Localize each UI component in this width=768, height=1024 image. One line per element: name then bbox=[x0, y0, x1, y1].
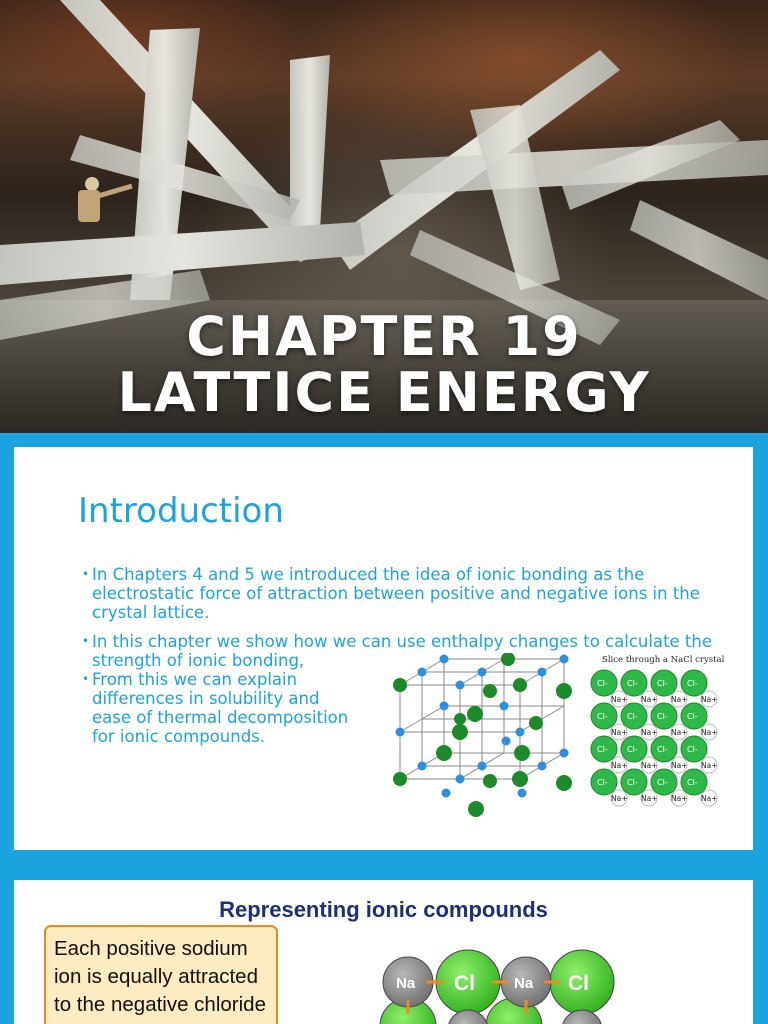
sodium-ion-label: Na+ bbox=[611, 728, 628, 737]
sodium-ion-label: Na+ bbox=[641, 695, 658, 704]
chapter-title: CHAPTER 19 bbox=[186, 305, 582, 368]
sodium-ion-label: Na+ bbox=[671, 794, 688, 803]
sodium-ion-label: Na+ bbox=[641, 794, 658, 803]
bullet-point bbox=[82, 565, 712, 622]
representing-ionic-compounds-slide bbox=[14, 880, 753, 1024]
chloride-ion-label: Cl- bbox=[657, 679, 668, 688]
introduction-slide bbox=[14, 447, 753, 850]
callout-text: Each positive sodium ion is equally attracted to the negative chloride bbox=[54, 937, 266, 1016]
nacl-lattice-diagram bbox=[386, 653, 576, 823]
chloride-ion-label: Cl- bbox=[687, 712, 698, 721]
sodium-ion-label: Na+ bbox=[611, 794, 628, 803]
chloride-ion-label: Cl- bbox=[627, 745, 638, 754]
chloride-ion-label: Cl- bbox=[687, 778, 698, 787]
sodium-ion-label: Na+ bbox=[671, 695, 688, 704]
sodium-ion-label: Na+ bbox=[701, 728, 718, 737]
explorer-figure bbox=[78, 177, 132, 222]
chloride-ion-label: Cl- bbox=[627, 778, 638, 787]
chloride-ion-label: Cl- bbox=[597, 778, 608, 787]
chapter-subtitle: LATTICE ENERGY bbox=[117, 361, 651, 424]
bullet-text: From this we can explain differences in solubility and ease of thermal decomposition for ionic compounds. bbox=[92, 670, 349, 746]
chloride-ion-label: Cl- bbox=[657, 778, 668, 787]
slice-caption: Slice through a NaCl crystal bbox=[602, 655, 725, 665]
sodium-ion-label: Na+ bbox=[641, 728, 658, 737]
slide-heading: Representing ionic compounds bbox=[219, 897, 548, 922]
sodium-ion-label: Na+ bbox=[611, 695, 628, 704]
sodium-ion-label: Na+ bbox=[701, 794, 718, 803]
sodium-ion-label: Na+ bbox=[671, 728, 688, 737]
sodium-ion-label: Na+ bbox=[701, 761, 718, 770]
sodium-ion-label: Na+ bbox=[641, 761, 658, 770]
sodium-ion-label: Na+ bbox=[611, 761, 628, 770]
bullet-icon: • bbox=[82, 567, 90, 581]
chloride-ion-label: Cl- bbox=[657, 745, 668, 754]
slide-heading: Introduction bbox=[78, 491, 284, 531]
sodium-ion-label: Na+ bbox=[701, 695, 718, 704]
chloride-ion-label: Cl- bbox=[627, 712, 638, 721]
chloride-ion-label: Cl bbox=[454, 972, 475, 995]
chloride-ion-label: Cl- bbox=[687, 679, 698, 688]
chloride-ion-label: Cl- bbox=[597, 712, 608, 721]
sodium-ion-label: Na bbox=[514, 975, 534, 992]
chloride-ion-label: Cl- bbox=[597, 679, 608, 688]
chloride-ion-label: Cl- bbox=[687, 745, 698, 754]
chloride-ion-label: Cl- bbox=[627, 679, 638, 688]
bullet-point bbox=[82, 670, 362, 746]
bullet-text: In this chapter we show how we can use enthalpy changes to calculate the strength of ionic bonding, bbox=[92, 632, 713, 670]
bullet-icon: • bbox=[82, 634, 90, 648]
chloride-ion-label: Cl bbox=[568, 972, 589, 995]
callout-box bbox=[44, 925, 278, 1024]
chloride-ion-label: Cl- bbox=[597, 745, 608, 754]
bullet-icon: • bbox=[82, 672, 90, 686]
bullet-text: In Chapters 4 and 5 we introduced the idea of ionic bonding as the electrostatic force of attraction between positive and negative ions in the crystal lattice. bbox=[92, 565, 700, 622]
title-slide bbox=[0, 0, 768, 433]
sodium-ion-label: Na bbox=[396, 975, 416, 992]
sodium-ion-label: Na+ bbox=[671, 761, 688, 770]
chloride-ion-label: Cl- bbox=[657, 712, 668, 721]
ion-chain-diagram bbox=[374, 942, 634, 1024]
nacl-slice-diagram bbox=[584, 655, 734, 821]
